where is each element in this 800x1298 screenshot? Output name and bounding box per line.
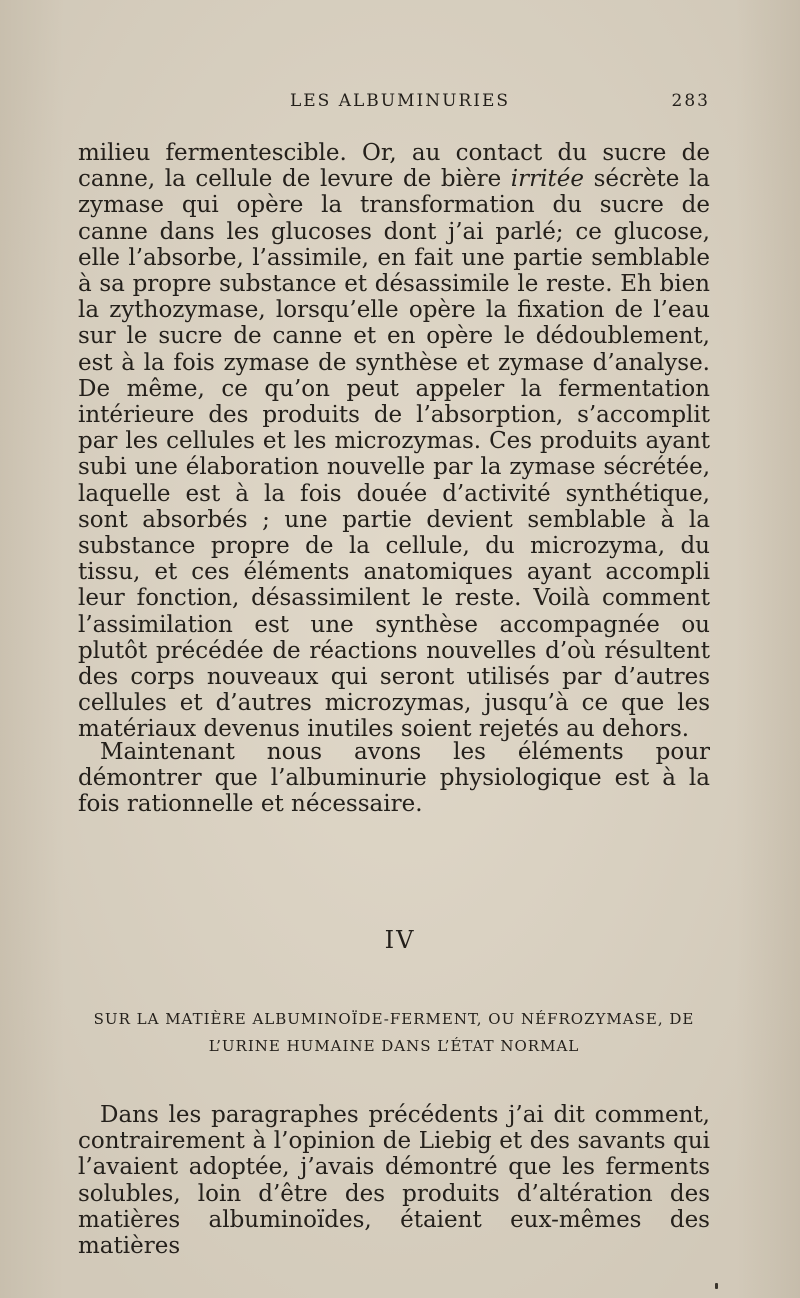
section-title: SUR LA MATIÈRE ALBUMINOÏDE-FERMENT, OU NÉFROZYMASE, DE L’URINE HUMAINE DANS L’ÉTAT NORMAL (93, 1010, 695, 1055)
ink-speck (715, 1283, 718, 1289)
paragraph-continued (78, 140, 710, 743)
paragraph-section-start-text: Dans les paragraphes précédents j’ai dit comment, contrairement à l’opinion de Liebig et des savants qui l’avaient adoptée, j’avais démontré que les ferments solubles, loin d’être des produits d’altération des matières albuminoïdes, étaient eux-mêmes des matières (78, 1102, 710, 1260)
paragraph-text-start: milieu fermentescible. Or, au contact du sucre de canne, la cellule de levure de bière (78, 140, 710, 193)
paragraph-section-start (78, 1102, 710, 1259)
italic-word: irritée (510, 166, 584, 193)
page-number: 283 (671, 91, 710, 111)
paragraph-text-rest: sécrète la zymase qui opère la transformation du sucre de canne dans les glucoses dont j’ai parlé; ce glucose, elle l’absorbe, l’assimile, en fait une partie semblable à sa propre substance et désassimile le reste. Eh bien la zythozymase, lorsqu’elle opère la fixation de l’eau sur le sucre de canne et en opère le dédoublement, est à la fois zymase de synthèse et zymase d’analyse. De même, ce qu’on peut appeler la fermentation intérieure des produits de l’absorption, s’accomplit par les cellules et les microzymas. Ces produits ayant subi une élaboration nouvelle par la zymase sécrétée, laquelle est à la fois douée d’activité synthétique, sont absorbés ; une partie devient semblable à la substance propre de la cellule, du microzyma, du tissu, et ces éléments anatomiques ayant accompli leur fonction, désassimilent le reste. Voilà comment l’assimilation est une synthèse accompagnée ou plutôt précédée de réactions nouvelles d’où résultent des corps nouveaux qui seront utilisés par d’autres cellules et d’autres microzymas, jusqu’à ce que les matériaux devenus inutiles soient rejetés au dehors. (78, 166, 711, 743)
paragraph-conclusion-text: Maintenant nous avons les éléments pour démontrer que l’albuminurie physiologique est à la fois rationnelle et nécessaire. (78, 739, 710, 818)
paragraph-conclusion (78, 739, 710, 818)
section-numeral: IV (384, 926, 416, 954)
page-header (0, 91, 800, 115)
running-title: LES ALBUMINURIES (289, 91, 511, 111)
